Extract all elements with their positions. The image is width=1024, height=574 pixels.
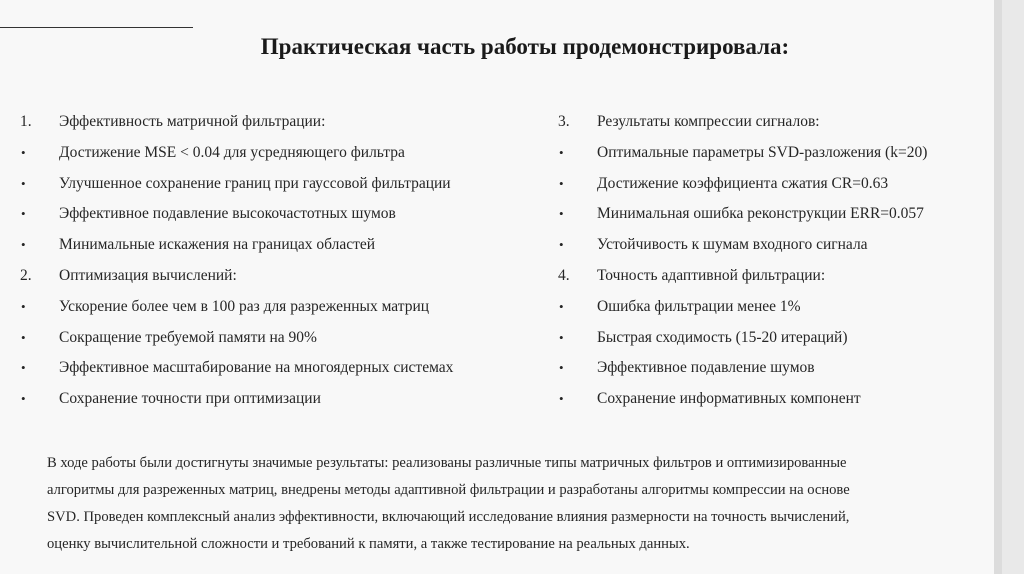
list-item xyxy=(20,138,500,169)
bullet-icon: • xyxy=(559,391,564,407)
bullet-icon: • xyxy=(559,237,564,253)
list-item-text: Ошибка фильтрации менее 1% xyxy=(597,297,801,315)
list-item xyxy=(558,353,1024,384)
list-number: 1. xyxy=(20,113,32,130)
bullet-icon: • xyxy=(559,175,564,191)
bullet-icon: • xyxy=(559,298,564,314)
list-item-text: Эффективное подавление шумов xyxy=(597,359,815,377)
list-item-text: Минимальная ошибка реконструкции ERR=0.057 xyxy=(597,205,924,223)
summary-line: В ходе работы были достигнуты значимые результаты: реализованы различные типы матричных фильтров и оптимизированные xyxy=(47,455,847,471)
list-item-text: Достижение MSE < 0.04 для усредняющего фильтра xyxy=(59,143,405,161)
bullet-icon: • xyxy=(21,329,26,345)
list-item-text: Сохранение точности при оптимизации xyxy=(59,390,321,408)
list-item xyxy=(20,107,500,138)
list-number: 4. xyxy=(558,266,570,284)
list-item xyxy=(20,292,500,323)
list-item xyxy=(558,199,1024,230)
list-item-text: Оптимальные параметры SVD-разложения (k=20) xyxy=(597,143,928,161)
list-item-text: Результаты компрессии сигналов: xyxy=(597,113,820,130)
list-item-text: Точность адаптивной фильтрации: xyxy=(597,266,826,284)
bullet-icon: • xyxy=(559,329,564,345)
slide-title: Практическая часть работы продемонстрировала: xyxy=(260,34,790,59)
list-item xyxy=(20,353,500,384)
list-item xyxy=(558,292,1024,323)
list-item-text: Улучшенное сохранение границ при гауссовой фильтрации xyxy=(59,174,451,192)
list-item-text: Устойчивость к шумам входного сигнала xyxy=(597,236,868,254)
list-item xyxy=(20,261,500,292)
right-column-list xyxy=(558,107,1024,415)
list-item xyxy=(20,230,500,261)
list-item-text: Минимальные искажения на границах областей xyxy=(59,236,376,254)
list-item-text: Сохранение информативных компонент xyxy=(597,390,861,408)
summary-paragraph xyxy=(47,450,937,558)
list-item-text: Ускорение более чем в 100 раз для разреженных матриц xyxy=(59,297,430,315)
list-item-text: Эффективное подавление высокочастотных шумов xyxy=(59,205,396,223)
list-number: 2. xyxy=(20,266,32,284)
summary-line: алгоритмы для разреженных матриц, внедрены методы адаптивной фильтрации и разработаны алгоритмы компрессии на основе xyxy=(47,482,850,498)
list-item xyxy=(558,230,1024,261)
list-item xyxy=(558,384,1024,415)
list-item xyxy=(558,107,1024,138)
list-item-text: Быстрая сходимость (15-20 итераций) xyxy=(597,328,848,346)
list-item xyxy=(20,199,500,230)
summary-line: SVD. Проведен комплексный анализ эффективности, включающий исследование влияния размерности на точность вычислений, xyxy=(47,509,850,525)
list-item-text: Сокращение требуемой памяти на 90% xyxy=(59,328,317,346)
list-item xyxy=(20,384,500,415)
list-item xyxy=(558,138,1024,169)
bullet-icon: • xyxy=(21,360,26,376)
bullet-icon: • xyxy=(21,298,26,314)
left-column-list xyxy=(20,107,500,415)
list-item xyxy=(558,169,1024,200)
bullet-icon: • xyxy=(21,391,26,407)
bullet-icon: • xyxy=(559,206,564,222)
bullet-icon: • xyxy=(21,144,26,160)
bullet-icon: • xyxy=(559,144,564,160)
list-item xyxy=(20,169,500,200)
bullet-icon: • xyxy=(21,237,26,253)
bullet-icon: • xyxy=(21,206,26,222)
summary-line: оценку вычислительной сложности и требований к памяти, а также тестирование на реальных данных. xyxy=(47,536,690,552)
bullet-icon: • xyxy=(21,175,26,191)
top-divider-line xyxy=(0,27,193,28)
list-item-text: Оптимизация вычислений: xyxy=(59,266,237,284)
list-item-text: Эффективное масштабирование на многоядерных системах xyxy=(59,359,454,377)
list-item xyxy=(558,261,1024,292)
list-item-text: Эффективность матричной фильтрации: xyxy=(59,113,326,130)
list-item-text: Достижение коэффициента сжатия CR=0.63 xyxy=(597,174,889,192)
list-number: 3. xyxy=(558,113,570,130)
list-item xyxy=(558,323,1024,354)
list-item xyxy=(20,323,500,354)
bullet-icon: • xyxy=(559,360,564,376)
